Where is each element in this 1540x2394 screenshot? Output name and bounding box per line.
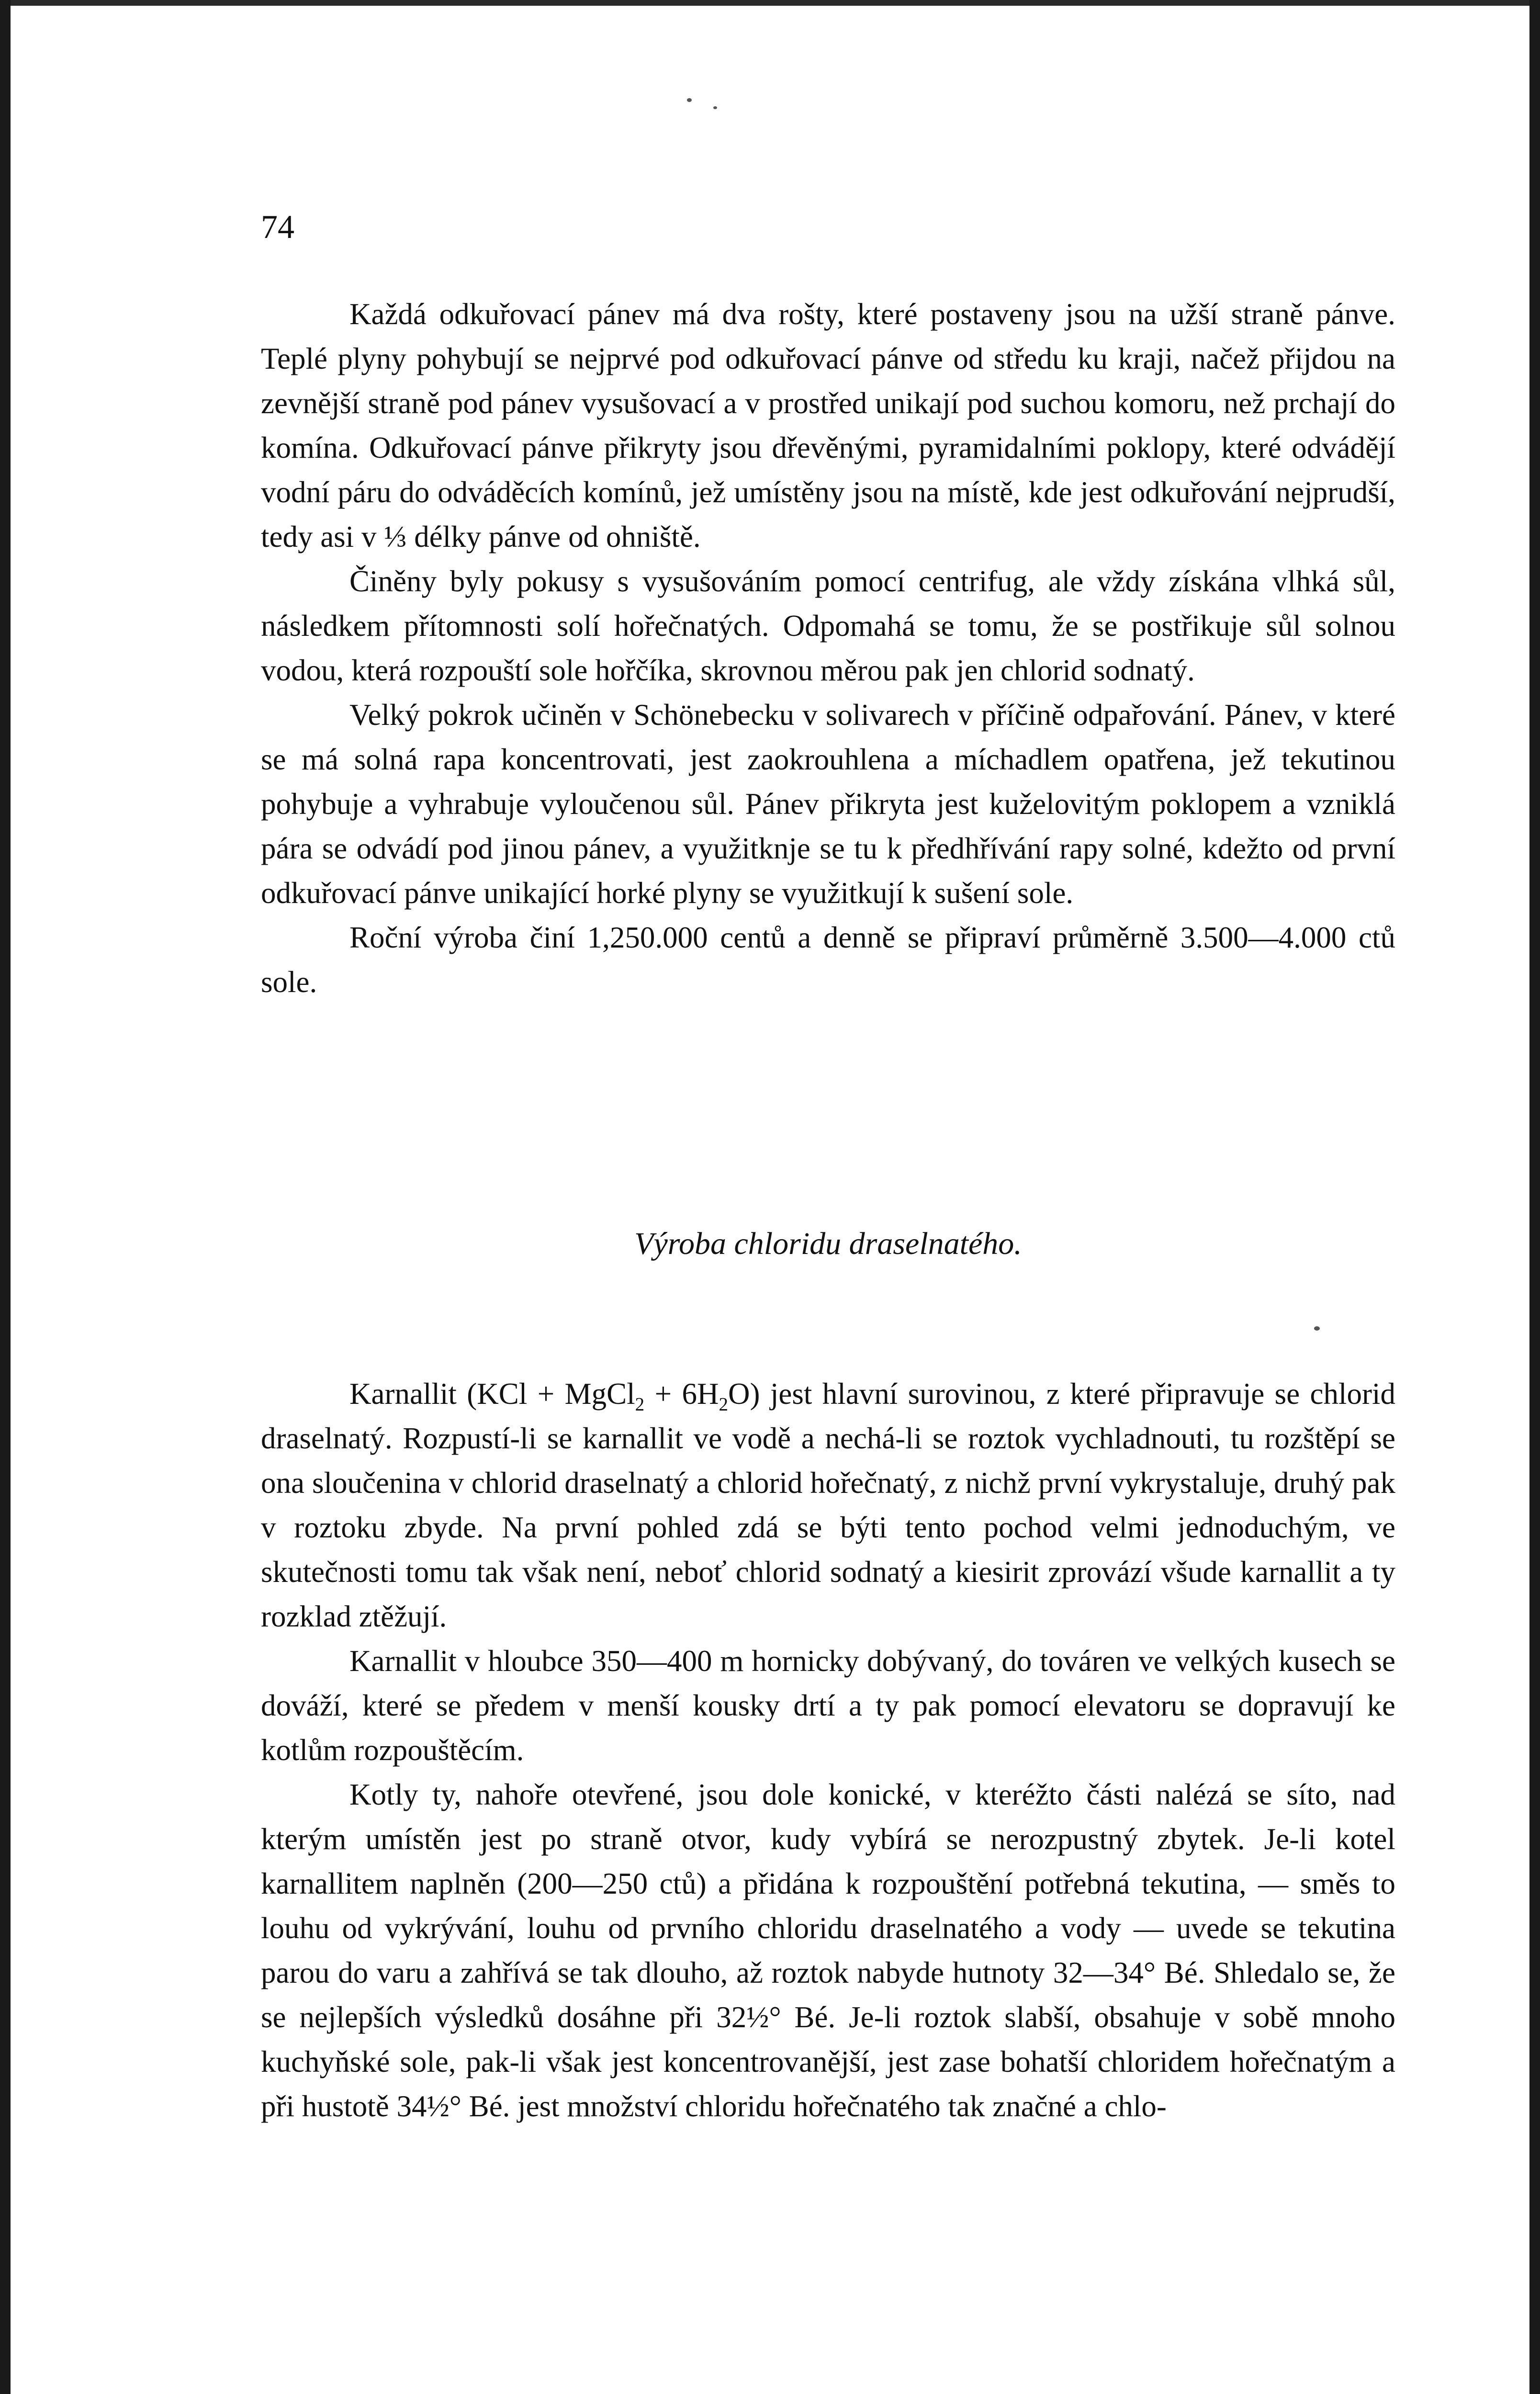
text-run: ° Bé. Je-li roztok slabší, obsahuje v sobě mnoho kuchyňské sole, pak-li však jest koncentrovanější, jest zase bohatší chloridem hořečnatým a při hustotě 34 [261,2000,1395,2123]
paragraph: Roční výroba činí 1,250.000 centů a denně se připraví průměrně 3.500—4.000 ctů sole. [261,921,1395,999]
page-number: 74 [261,209,294,246]
paragraph [261,1773,1395,2129]
paragraph-formula [261,1372,1395,1639]
body-text-section-2 [261,1372,1395,2129]
paragraph: Karnallit v hloubce 350—400 m hornicky dobývaný, do továren ve velkých kusech se dováží, které se předem v menší kousky drtí a ty pak pomocí elevatoru se dopravují ke kotlům rozpouštěcím. [261,1644,1395,1767]
formula-text: + 6H [644,1377,719,1411]
text-run: ° Bé. jest množství chloridu hořečnatého tak značné a chlo- [449,2089,1167,2123]
section-heading: Výroba chloridu draselnatého. [634,1226,1022,1261]
subscript: 2 [719,1394,729,1415]
paragraph: Každá odkuřovací pánev má dva rošty, které postaveny jsou na užší straně pánve. Teplé plyny pohybují se nejprvé pod odkuřovací pánve od středu ku kraji, načež přijdou na zevnější straně pod pánev vysušovací a v prostřed unikají pod suchou komoru, než prchají do komína. Odkuřovací pánve přikryty jsou dřevěnými, pyramidalními poklopy, které odvádějí vodní páru do odváděcích komínů, jež umístěny jsou na místě, kde jest odkuřování nejprudší, tedy asi v ⅓ délky pánve od ohniště. [261,297,1395,553]
body-text-section-1 [261,292,1395,1005]
scan-border-right [1529,0,1540,2394]
scan-speck [687,98,692,102]
paragraph: Činěny byly pokusy s vysušováním pomocí centrifug, ale vždy získána vlhká sůl, následkem přítomnosti solí hořečnatých. Odpomahá se tomu, že se postřikuje sůl solnou vodou, která rozpouští sole hořčíka, skrovnou měrou pak jen chlorid sodnatý. [261,565,1395,687]
fraction: ½ [427,2089,450,2123]
paragraph: Velký pokrok učiněn v Schönebecku v solivarech v příčině odpařování. Pánev, v které se má solná rapa koncentrovati, jest zaokrouhlena a míchadlem opatřena, jež tekutinou pohybuje a vyhrabuje vyloučenou sůl. Pánev přikryta jest kuželovitým poklopem a vzniklá pára se odvádí pod jinou pánev, a využitknje se tu k předhřívání rapy solné, kdežto od první odkuřovací pánve unikající horké plyny se využitkují k sušení sole. [261,698,1395,910]
scan-border-top [0,0,1540,6]
scan-speck [1314,1326,1320,1331]
formula-text: Karnallit (KCl + MgCl [349,1377,635,1411]
scan-speck [713,106,717,109]
text-run: Kotly ty, nahoře otevřené, jsou dole konické, v kteréžto části nalézá se síto, nad kterým umístěn jest po straně otvor, kudy vybírá se nerozpustný zbytek. Je-li kotel karnallitem naplněn (200—250 ctů) a přidána k rozpouštění potřebná tekutina, — směs to louhu od vykrývání, louhu od prvního chloridu draselnatého a vody — uvede se tekutina parou do varu a zahřívá se tak dlouho, až roztok nabyde hutnoty 32—34° Bé. Shledalo se, že se nejlepších výsledků dosáhne při 32 [261,1778,1395,2034]
subscript: 2 [635,1394,645,1415]
fraction: ½ [746,2000,769,2034]
formula-text: O) jest hlavní surovinou, z které připravuje se chlorid draselnatý. Rozpustí-li se karnallit ve vodě a nechá-li se roztok vychladnouti, tu rozštěpí se ona sloučenina v chlorid draselnatý a chlorid hořečnatý, z nichž první vykrystaluje, druhý pak v roztoku zbyde. Na první pohled zdá se býti tento pochod velmi jednoduchým, ve skutečnosti tomu tak však není, neboť chlorid sodnatý a kiesirit zprovází všude karnallit a ty rozklad ztěžují. [261,1377,1395,1633]
scan-border-left [0,0,11,2394]
